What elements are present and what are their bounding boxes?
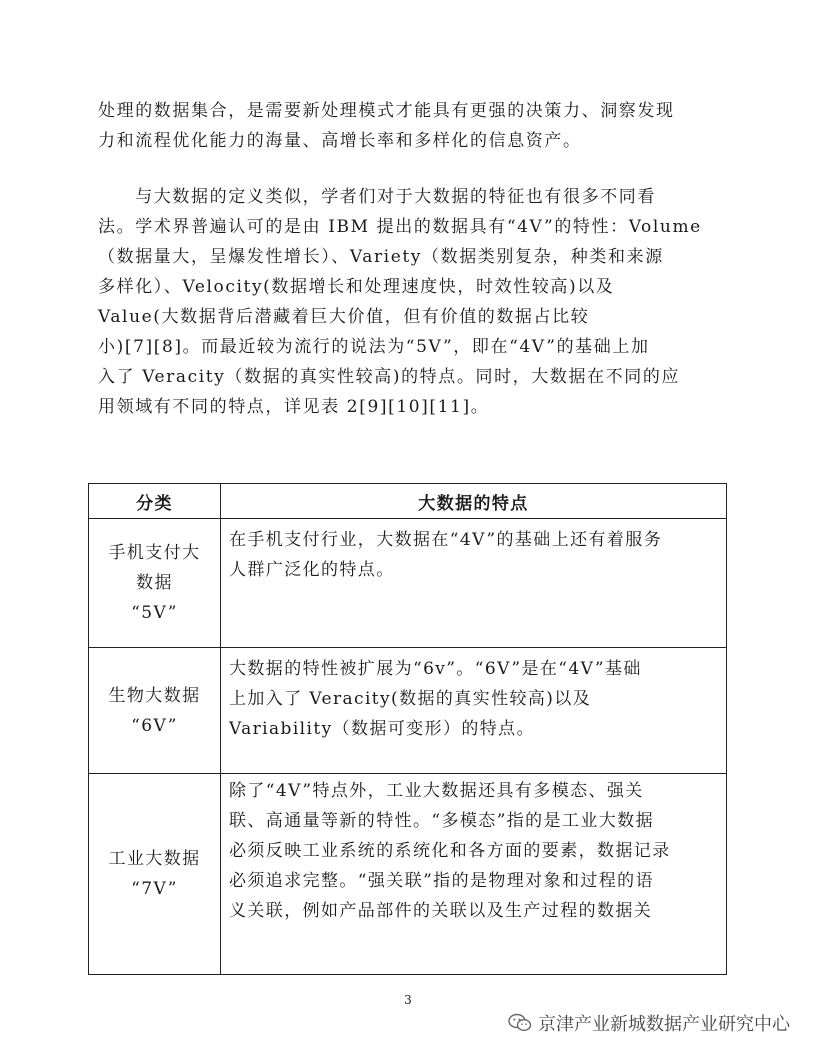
- header-category: 分类: [89, 484, 221, 519]
- header-features: 大数据的特点: [221, 484, 727, 519]
- text-line: 多样化）、Velocity(数据增长和处理速度快，时效性较高)以及: [98, 277, 615, 297]
- category-cell: [89, 774, 221, 975]
- paragraph-2: [98, 182, 723, 422]
- text-line: 小)[7][8]。而最近较为流行的说法为“5V”，即在“4V”的基础上加: [98, 337, 650, 357]
- page-number: 3: [404, 993, 412, 1007]
- features-cell: [221, 648, 727, 774]
- feature-line: 必须追求完整。“强关联”指的是物理对象和过程的语: [229, 871, 654, 891]
- category-text: 数据: [136, 573, 173, 593]
- features-cell: [221, 774, 727, 975]
- wechat-icon: [508, 1013, 532, 1033]
- text-line: 与大数据的定义类似，学者们对于大数据的特征也有很多不同看: [98, 187, 656, 207]
- feature-line: 在手机支付行业，大数据在“4V”的基础上还有着服务: [229, 530, 663, 550]
- category-cell: [89, 519, 221, 648]
- text-line: 用领域有不同的特点，详见表 2[9][10][11]。: [98, 397, 490, 417]
- category-text: 生物大数据: [108, 685, 201, 706]
- category-text: “7V”: [131, 879, 178, 899]
- category-text: 手机支付大: [108, 543, 201, 563]
- text-line: （数据量大，呈爆发性增长）、Variety（数据类别复杂，种类和来源: [98, 247, 664, 267]
- text-line: 入了 Veracity（数据的真实性较高)的特点。同时，大数据在不同的应: [98, 367, 681, 387]
- table-row: [89, 519, 727, 648]
- feature-line: 义关联，例如产品部件的关联以及生产过程的数据关: [229, 901, 653, 921]
- watermark-text: 京津产业新城数据产业研究中心: [538, 1014, 790, 1035]
- big-data-features-table: [88, 483, 727, 975]
- features-cell: [221, 519, 727, 648]
- text-line: Value(大数据背后潜藏着巨大价值，但有价值的数据占比较: [98, 307, 590, 327]
- feature-line: 大数据的特性被扩展为“6v”。“6V”是在“4V”基础: [229, 659, 642, 679]
- source-watermark: [508, 1010, 790, 1036]
- category-text: 工业大数据: [108, 849, 201, 869]
- text-line: 力和流程优化能力的海量、高增长率和多样化的信息资产。: [98, 131, 582, 151]
- feature-line: Variability（数据可变形）的特点。: [229, 719, 535, 739]
- feature-line: 人群广泛化的特点。: [229, 560, 395, 580]
- table-header-row: [89, 484, 727, 519]
- feature-line: 上加入了 Veracity(数据的真实性较高)以及: [229, 689, 592, 709]
- table-row: [89, 648, 727, 774]
- category-cell: [89, 648, 221, 774]
- text-line: 处理的数据集合，是需要新处理模式才能具有更强的决策力、洞察发现: [98, 101, 675, 121]
- paragraph-1: [98, 96, 723, 156]
- text-line: 法。学术界普遍认可的是由 IBM 提出的数据具有“4V”的特性：Volume: [98, 217, 702, 237]
- feature-line: 必须反映工业系统的系统化和各方面的要素，数据记录: [229, 841, 671, 861]
- feature-line: 除了“4V”特点外，工业大数据还具有多模态、强关: [229, 781, 644, 801]
- feature-line: 联、高通量等新的特性。“多模态”指的是工业大数据: [229, 811, 654, 831]
- category-text: “6V”: [131, 715, 178, 736]
- category-text: “5V”: [131, 603, 178, 623]
- table-row: [89, 774, 727, 975]
